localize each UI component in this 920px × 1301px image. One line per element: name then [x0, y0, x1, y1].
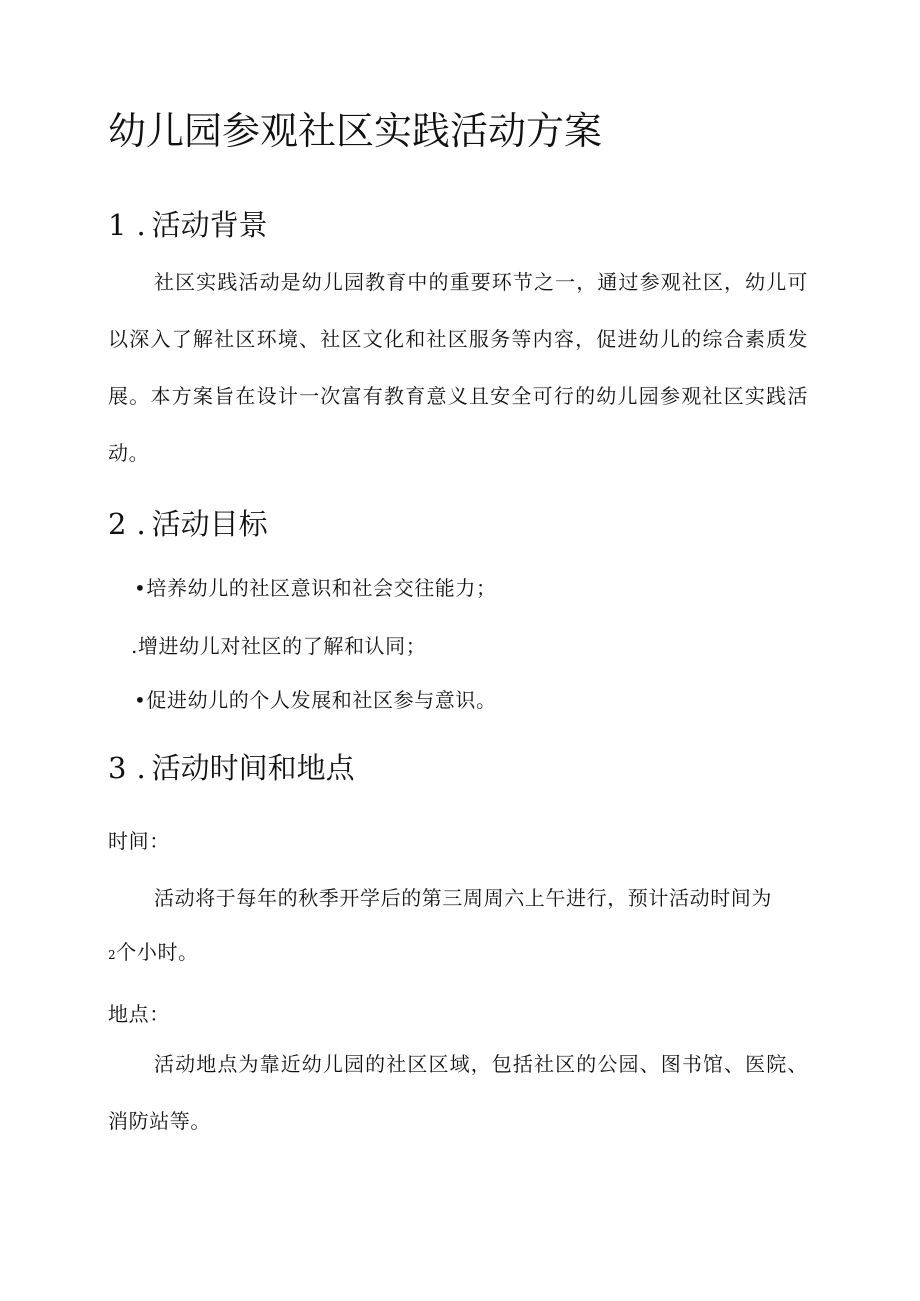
time-suffix: 个小时。: [116, 940, 199, 964]
section-1-heading: 1 . 活动背景: [108, 208, 268, 242]
section-1-paragraph: 社区实践活动是幼儿园教育中的重要环节之一，通过参观社区，幼儿可以深入了解社区环境、社区文化和社区服务等内容，促进幼儿的综合素质发展。本方案旨在设计一次富有教育意义且安全可行的幼儿园参观社区实践活动。: [108, 270, 808, 465]
goal-item-3: •促进幼儿的个人发展和社区参与意识。: [134, 688, 497, 712]
goal-item-1: •培养幼儿的社区意识和社会交往能力；: [134, 576, 497, 600]
document-title: 幼儿园参观社区实践活动方案: [108, 109, 603, 153]
section-3-heading: 3 . 活动时间和地点: [108, 751, 355, 785]
section-1-number: 1: [108, 208, 127, 242]
section-2-number: 2: [108, 507, 127, 541]
section-2-title: 活动目标: [151, 507, 268, 541]
time-hours: 2: [108, 948, 117, 962]
section-3-number: 3: [108, 751, 127, 785]
goal-item-2: .增进幼儿对社区的了解和认同；: [131, 634, 427, 658]
place-paragraph: 活动地点为靠近幼儿园的社区区域，包括社区的公园、图书馆、医院、消防站等。: [108, 1052, 808, 1133]
place-label: 地点：: [108, 1002, 170, 1026]
section-2-heading: 2 . 活动目标: [108, 507, 268, 541]
time-label: 时间：: [108, 829, 170, 853]
time-text: 活动将于每年的秋季开学后的第三周周六上午进行，预计活动时间为: [154, 886, 772, 910]
section-3-title: 活动时间和地点: [151, 751, 355, 785]
section-1-title: 活动背景: [151, 208, 268, 242]
time-text-cont: [108, 936, 199, 965]
